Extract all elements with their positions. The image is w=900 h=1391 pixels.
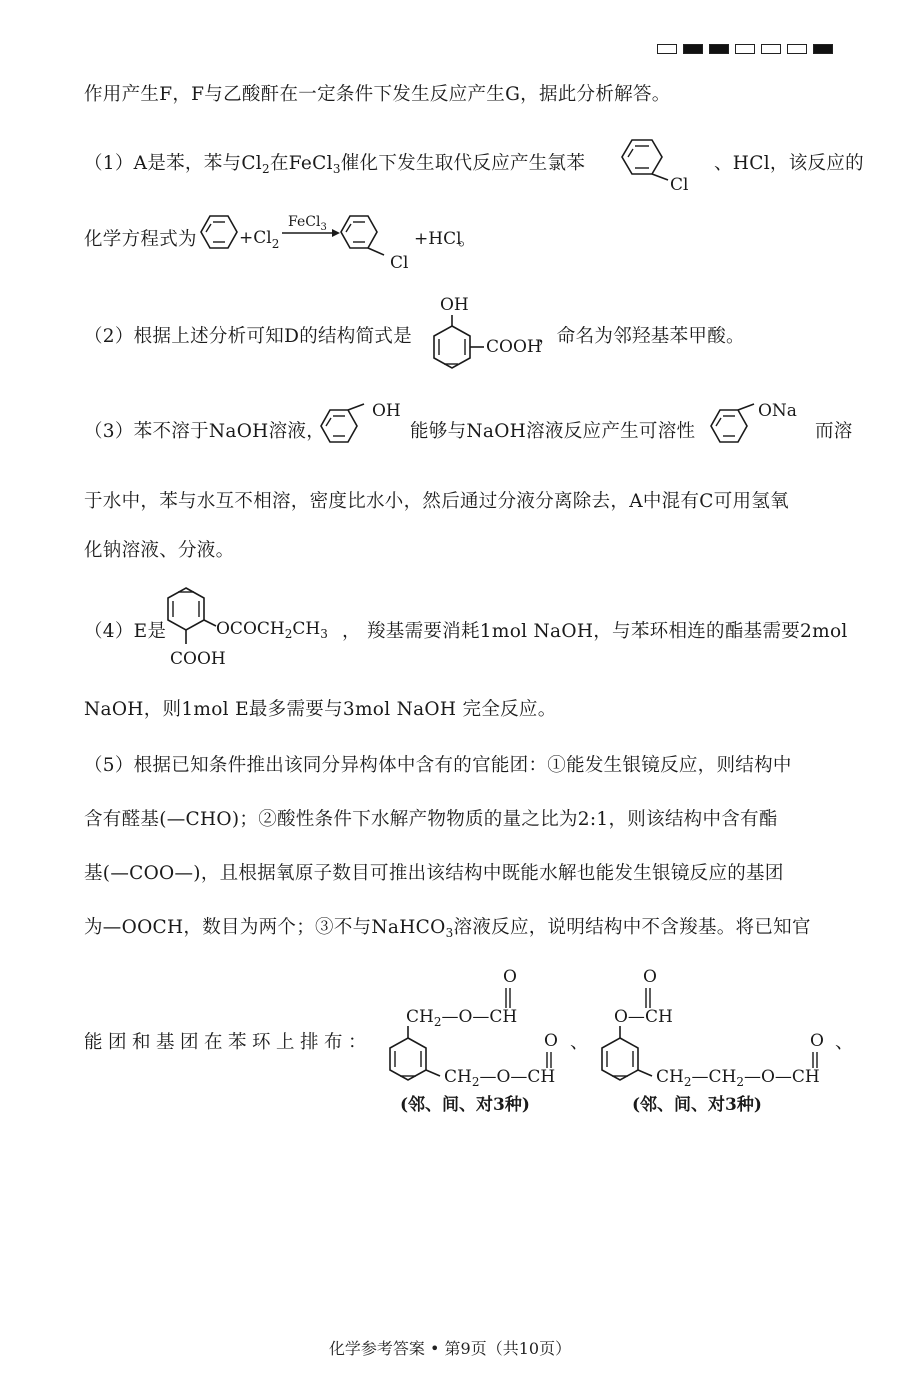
plus-cl2: $+Cl_2$ <box>239 228 280 251</box>
carbonyl-o-label: O <box>503 967 517 987</box>
text-segment: ， 羧基需要消耗1mol NaOH，与苯环相连的酯基需要2mol <box>342 621 848 642</box>
corner-mark <box>735 44 755 54</box>
text-segment: 能够与NaOH溶液反应产生可溶性 <box>410 421 696 442</box>
isomer-2-top-chain: O—CH <box>614 1007 673 1027</box>
isomer-1-top-chain: $CH_2—O—CH$ <box>406 1007 518 1029</box>
text-segment: （1）A是苯，苯与Cl <box>84 153 263 174</box>
text-segment: （2）根据上述分析可知D的结构简式是 <box>84 326 413 347</box>
corner-mark <box>813 44 833 54</box>
text-segment: （3）苯不溶于NaOH溶液， <box>84 421 325 442</box>
text-segment: ，命名为邻羟基苯甲酸。 <box>538 326 745 347</box>
text-line: 含有醛基(—CHO)；②酸性条件下水解产物物质的量之比为2:1，则该结构中含有酯 <box>84 809 778 830</box>
text-segment: 为—OOCH，数目为两个；③不与NaHCO <box>84 917 446 938</box>
carbonyl-o-label: O <box>544 1031 558 1051</box>
corner-marks <box>657 44 833 54</box>
isomer-2-structure <box>592 960 842 1120</box>
ona-label: ONa <box>758 401 797 421</box>
text-segment: 、 <box>835 1032 854 1053</box>
corner-mark <box>787 44 807 54</box>
page-footer: 化学参考答案 • 第9页（共10页） <box>328 1339 572 1358</box>
text-line: 化钠溶液、分液。 <box>84 540 235 561</box>
text-segment: （4）E是 <box>84 621 167 642</box>
text-line: （5）根据已知条件推出该同分异构体中含有的官能团：①能发生银镜反应，则结构中 <box>84 755 792 776</box>
hydroxyl-label: OH <box>440 295 469 315</box>
carbonyl-o-label: O <box>810 1031 824 1051</box>
text-segment: 能团和基团在苯环上排布： <box>84 1032 373 1053</box>
text-segment: 、 <box>570 1032 589 1053</box>
text-line: 于水中，苯与水互不相溶，密度比水小，然后通过分液分离除去，A中混有C可用氢氧 <box>84 491 789 512</box>
text-segment: 。 <box>458 229 477 250</box>
isomer-2-bottom-chain: $CH_2—CH_2—O—CH$ <box>656 1067 820 1089</box>
isomer-1-structure <box>380 960 580 1120</box>
text-line-q5 <box>84 916 811 940</box>
isomer-1-bottom-chain: $CH_2—O—CH$ <box>444 1067 556 1089</box>
subscript: 2 <box>262 162 270 176</box>
text-line-q1 <box>84 152 585 176</box>
text-line: NaOH，则1mol E最多需要与3mol NaOH 完全反应。 <box>84 699 557 720</box>
corner-mark <box>657 44 677 54</box>
catalyst-label: FeCl$_3$ <box>288 214 327 233</box>
text-segment: 催化下发生取代反应产生氯苯 <box>340 153 586 174</box>
chlorobenzene-structure <box>612 132 712 196</box>
plus-hcl: +HCl <box>414 229 462 249</box>
corner-mark <box>683 44 703 54</box>
subscript: 3 <box>445 926 454 940</box>
subscript: 3 <box>332 162 341 176</box>
text-segment: 在FeCl <box>269 153 333 174</box>
product-chlorine-label: Cl <box>390 253 409 273</box>
phenol-structure <box>314 396 404 452</box>
text-segment: 溶液反应，说明结构中不含羧基。将已知官 <box>453 917 811 938</box>
chlorine-label: Cl <box>670 175 689 195</box>
text-segment: 、HCl，该反应的 <box>714 153 864 174</box>
isomer-1-caption: (邻、间、对3种) <box>400 1095 530 1115</box>
carbonyl-o-label: O <box>643 967 657 987</box>
text-line: 基(—COO—)，且根据氧原子数目可推出该结构中既能水解也能发生银镜反应的基团 <box>84 863 784 884</box>
ester-group-label: $OCOCH_2CH_3$ <box>216 619 328 641</box>
text-line: 作用产生F，F与乙酸酐在一定条件下发生反应产生G，据此分析解答。 <box>84 84 671 105</box>
isomer-2-caption: (邻、间、对3种) <box>632 1095 762 1115</box>
carboxyl-label: COOH <box>486 337 542 357</box>
salicylic-acid-structure <box>424 290 554 380</box>
corner-mark <box>709 44 729 54</box>
e-carboxyl-label: COOH <box>170 649 226 669</box>
chemical-equation <box>194 210 484 274</box>
corner-mark <box>761 44 781 54</box>
text-segment: 化学方程式为 <box>84 229 197 250</box>
text-segment: 而溶 <box>815 421 853 442</box>
compound-e-structure <box>158 582 348 678</box>
phenol-oh-label: OH <box>372 401 401 421</box>
sodium-phenoxide-structure <box>704 396 814 452</box>
